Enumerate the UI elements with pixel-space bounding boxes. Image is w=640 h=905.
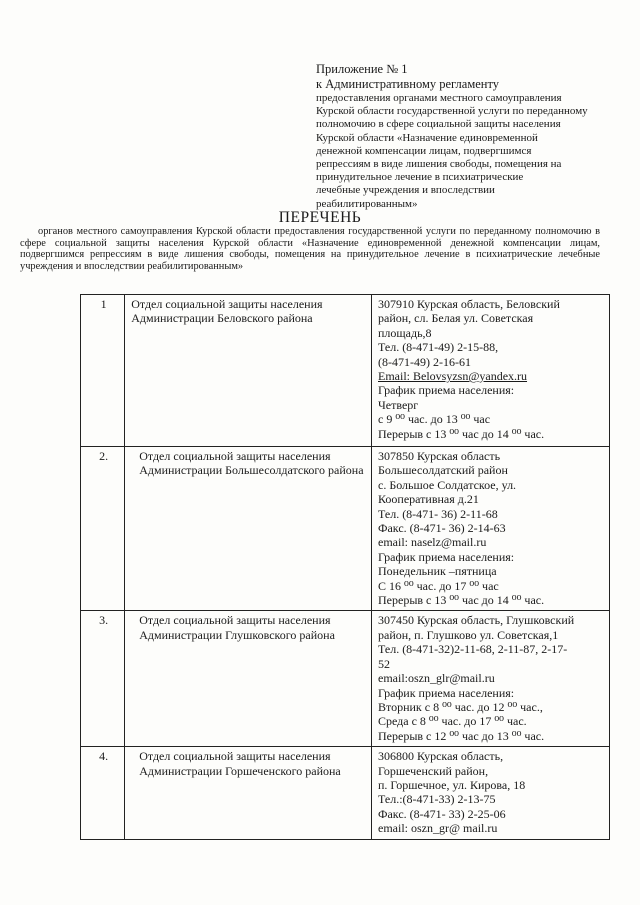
email-link[interactable]: email: naselz@mail.ru [378,535,487,550]
contact-line: с 9 ⁰⁰ час. до 13 ⁰⁰ час [378,412,491,427]
contact-line: район, п. Глушково ул. Советская,1 [378,627,559,642]
appendix-line: предоставления органами местного самоуправления [316,92,562,104]
contact-line: 52 [378,656,390,671]
appendix-line: полномочию в сфере социальной защиты населения [316,118,561,131]
contact-line: С 16 ⁰⁰ час. до 17 ⁰⁰ час [378,578,499,593]
appendix-line: принудительное лечение в психиатрические [316,171,524,184]
contact-line: График приема населения: [378,383,515,398]
contact-line: Тел. (8-471-49) 2-15-88, [378,340,499,355]
table-row [81,447,610,611]
contact-line: Факс. (8-471- 36) 2-14-63 [378,521,506,536]
row-number: 1 [81,295,125,447]
contact-line: Понедельник –пятница [378,564,497,579]
appendix-reference: к Административному регламенту [316,77,500,91]
row-number: 3. [81,611,125,747]
department-contacts [372,747,610,839]
contact-line: Тел.:(8-471-33) 2-13-75 [378,792,496,807]
contact-line: (8-471-49) 2-16-61 [378,354,471,369]
department-name: Отдел социальной защиты населения Администрации Глушковского района [125,611,372,747]
contact-line: Кооперативная д.21 [378,492,479,507]
contact-line: Горшеченский район, [378,763,489,778]
row-number: 2. [81,447,125,611]
departments-table [80,294,610,840]
appendix-line: Курской области государственной услуги по переданному [316,105,588,118]
document-title: ПЕРЕЧЕНЬ [278,209,362,226]
contact-line: Четверг [378,397,419,412]
email-link[interactable]: email: oszn_gr@ mail.ru [378,821,498,836]
contact-line: п. Горшечное, ул. Кирова, 18 [378,777,526,792]
contact-line: График приема населения: [378,685,515,700]
appendix-number: Приложение № 1 [316,62,408,76]
appendix-line: репрессиям в виде лишения свободы, помещения на [316,158,562,171]
appendix-line: Курской области «Назначение единовременной [316,131,538,144]
contact-line: площадь,8 [378,325,432,340]
contact-line: Перерыв с 13 ⁰⁰ час до 14 ⁰⁰ час. [378,426,545,441]
department-contacts [372,447,610,611]
contact-line: Вторник с 8 ⁰⁰ час. до 12 ⁰⁰ час., [378,699,543,714]
contact-line: Тел. (8-471- 36) 2-11-68 [378,506,498,521]
table-row [81,747,610,839]
appendix-line: реабилитированным» [316,197,418,210]
contact-line: 307450 Курская область, Глушковский [378,613,575,628]
email-link[interactable]: email:oszn_glr@mail.ru [378,671,495,686]
department-name: Отдел социальной защиты населения Администрации Большесолдатского района [125,447,372,611]
contact-line: Большесолдатский район [378,463,508,478]
contact-line: район, сл. Белая ул. Советская [378,311,534,326]
email-link[interactable]: Email: Belovsyzsn@yandex.ru [378,369,528,384]
contact-line: Перерыв с 13 ⁰⁰ час до 14 ⁰⁰ час. [378,593,545,608]
contact-line: 307910 Курская область, Беловский [378,297,560,311]
appendix-line: лечебные учреждения и впоследствии [316,184,495,197]
appendix-header [316,62,616,211]
contact-line: 307850 Курская область [378,449,501,463]
contact-line: Тел. (8-471-32)2-11-68, 2-11-87, 2-17- [378,642,568,657]
department-name: Отдел социальной защиты населения Администрации Горшеченского района [125,747,372,839]
contact-line: Факс. (8-471- 33) 2-25-06 [378,806,506,821]
contact-line: Среда с 8 ⁰⁰ час. до 17 ⁰⁰ час. [378,714,527,729]
contact-line: Перерыв с 12 ⁰⁰ час до 13 ⁰⁰ час. [378,728,545,743]
table-row [81,611,610,747]
table-row [81,295,610,447]
contact-line: График приема населения: [378,549,515,564]
department-contacts [372,611,610,747]
contact-line: 306800 Курская область, [378,749,504,764]
row-number: 4. [81,747,125,839]
department-contacts [372,295,610,447]
department-name: Отдел социальной защиты населения Администрации Беловского района [125,295,372,447]
appendix-line: денежной компенсации лицам, подвергшимся [316,144,532,157]
contact-line: с. Большое Солдатское, ул. [378,477,517,492]
document-intro: органов местного самоуправления Курской области предоставления государственной услуги по переданному полномочию в сфере социальной защиты населения Курской области «Назначение единовременной денежной компенсации лицам, подвергшимся репрессиям в виде лишения свободы, помещения на принудительное лечение в психиатрические лечебные учреждения и впоследствии реабилитированным» [20,226,600,272]
